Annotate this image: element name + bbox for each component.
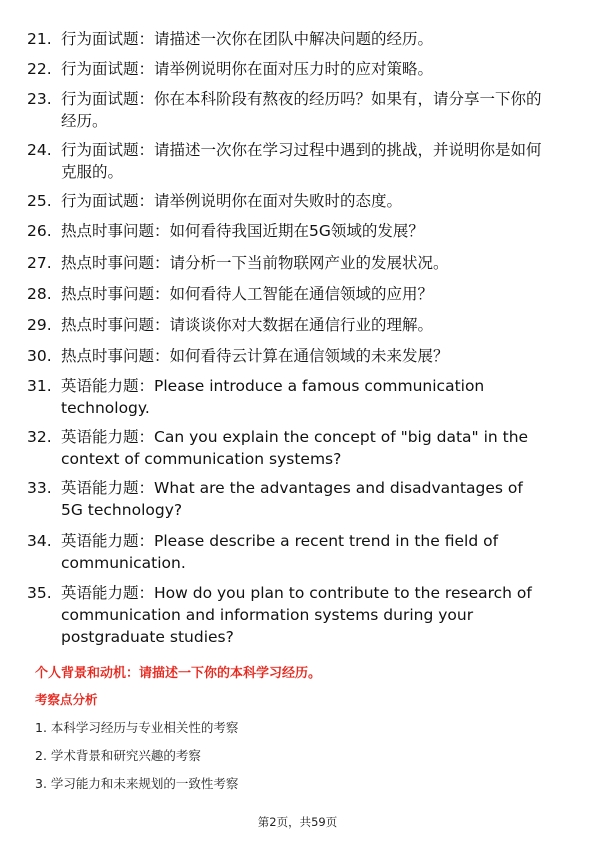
item-text: 热点时事问题：请分析一下当前物联网产业的发展状况。 [61,254,449,272]
item-text: 英语能力题：How do you plan to contribute to the research of communication and information systems during your postgraduate studies? [61,584,532,646]
item-text: 热点时事问题：如何看待人工智能在通信领域的应用？ [61,285,434,303]
item-text: 热点时事问题：如何看待云计算在通信领域的未来发展？ [61,347,449,365]
item-number: 29. [27,316,52,334]
item-text: 英语能力题：What are the advantages and disadvantages of 5G technology? [61,479,523,519]
list-item [27,190,547,212]
list-item [27,314,547,336]
page-footer: 第2页，共59页 [257,815,338,829]
list-item [27,582,547,648]
item-text: 行为面试题：请描述一次你在学习过程中遇到的挑战，并说明你是如何克服的。 [61,141,542,181]
item-text: 热点时事问题：请谈谈你对大数据在通信行业的理解。 [61,316,434,334]
item-number: 35. [27,584,52,602]
list-item [27,375,547,419]
item-text: 行为面试题：请举例说明你在面对压力时的应对策略。 [61,60,434,78]
list-item [27,345,547,367]
item-text: 行为面试题：请举例说明你在面对失败时的态度。 [61,192,403,210]
item-number: 27. [27,254,52,272]
item-number: 24. [27,141,52,159]
list-item [27,28,547,50]
item-text: 行为面试题：你在本科阶段有熬夜的经历吗？如果有，请分享一下你的经历。 [61,90,542,130]
list-item [27,477,547,521]
item-number: 21. [27,30,52,48]
list-item [27,58,547,80]
analysis-point: 3. 学习能力和未来规划的一致性考察 [35,776,239,791]
item-text: 英语能力题：Please introduce a famous communication technology. [61,377,485,417]
item-number: 28. [27,285,52,303]
item-number: 25. [27,192,52,210]
list-item [27,252,547,274]
item-number: 32. [27,428,52,446]
item-number: 33. [27,479,52,497]
analysis-title: 考察点分析 [35,692,98,707]
section-title: 个人背景和动机：请描述一下你的本科学习经历。 [35,666,322,681]
item-number: 26. [27,222,52,240]
list-item [27,283,547,305]
item-number: 30. [27,347,52,365]
item-number: 34. [27,532,52,550]
item-text: 英语能力题：Please describe a recent trend in the field of communication. [61,532,499,572]
analysis-point: 1. 本科学习经历与专业相关性的考察 [35,720,239,735]
item-number: 31. [27,377,52,395]
item-text: 英语能力题：Can you explain the concept of "big data" in the context of communication systems? [61,428,529,468]
item-text: 行为面试题：请描述一次你在团队中解决问题的经历。 [61,30,434,48]
item-text: 热点时事问题：如何看待我国近期在5G领域的发展？ [61,222,424,240]
item-number: 23. [27,90,52,108]
list-item [27,88,547,132]
list-item [27,220,547,242]
list-item [27,426,547,470]
list-item [27,530,547,574]
list-item [27,139,547,183]
item-number: 22. [27,60,52,78]
analysis-point: 2. 学术背景和研究兴趣的考察 [35,748,201,763]
